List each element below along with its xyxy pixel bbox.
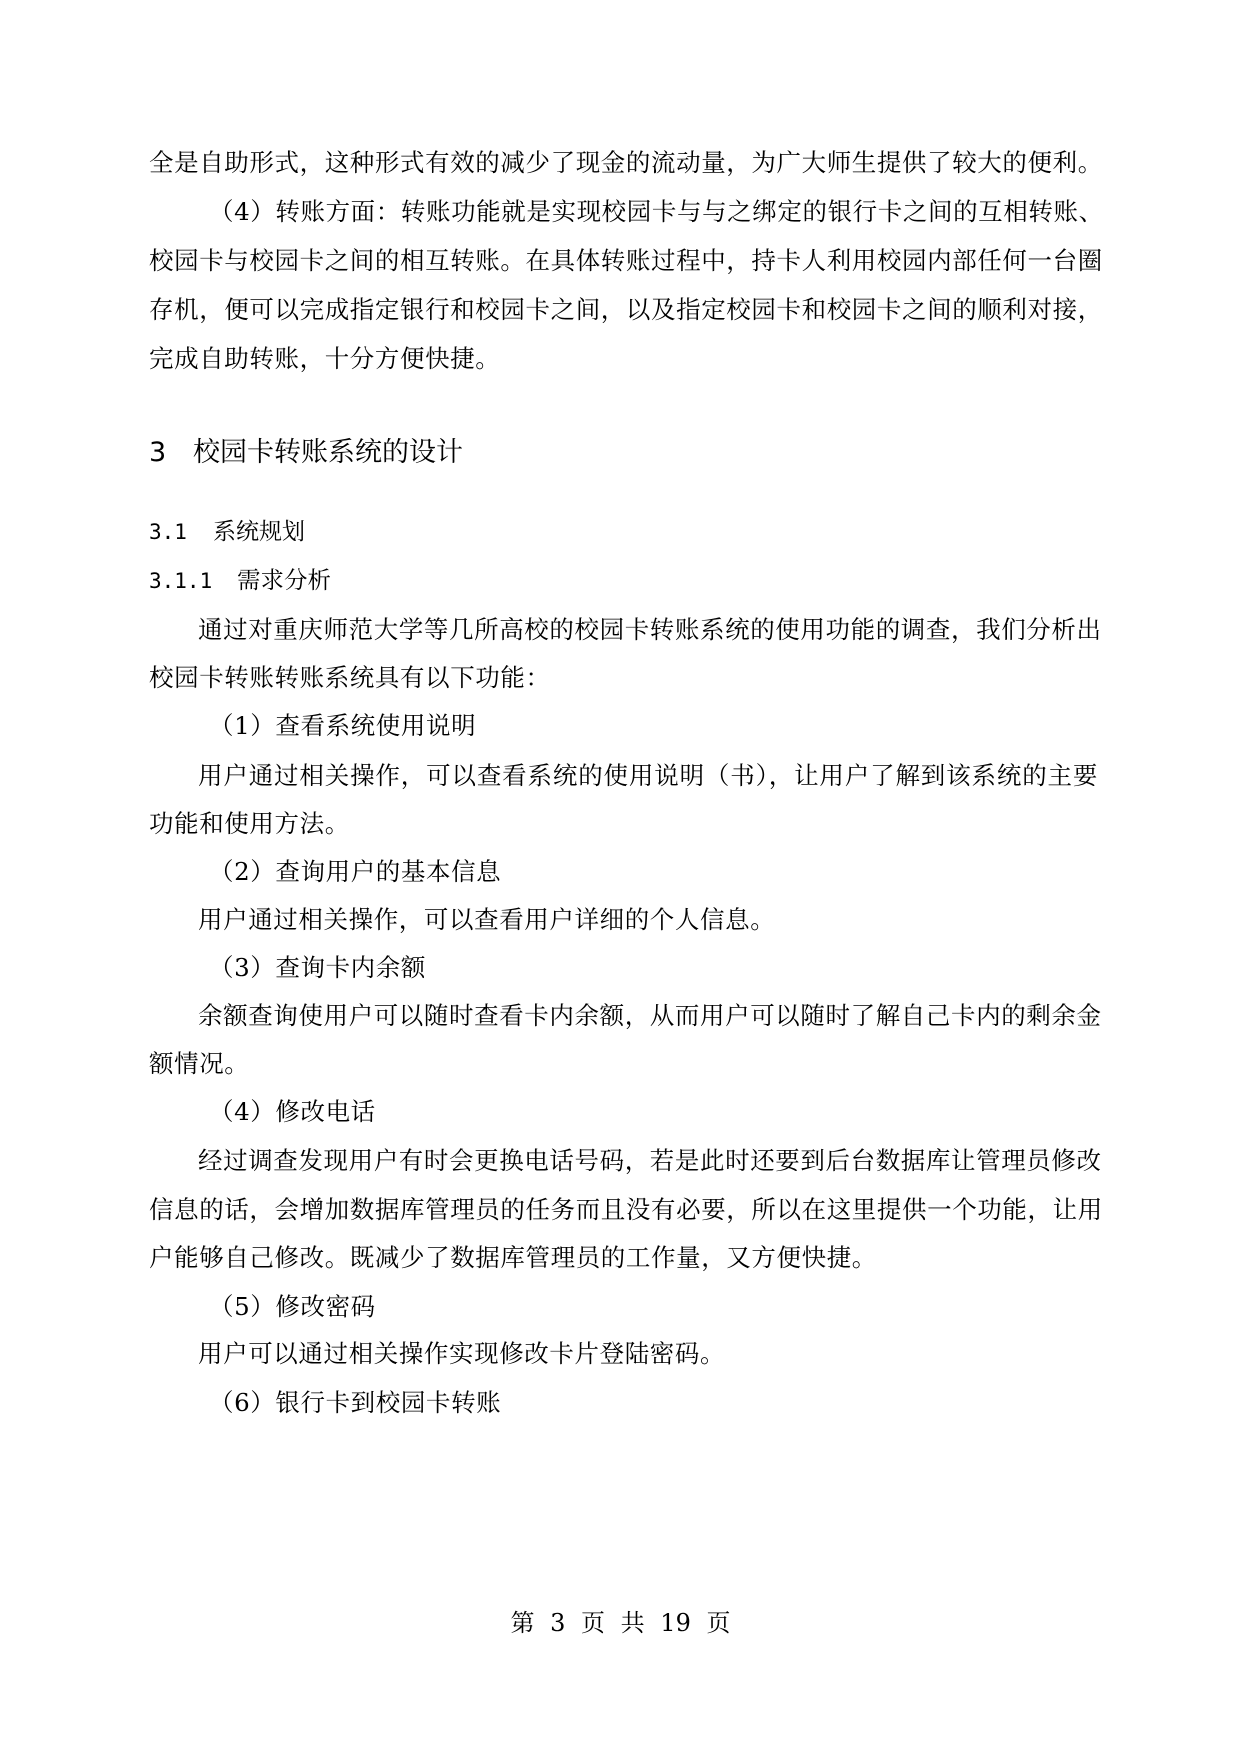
list-item-title: （4）修改电话 bbox=[209, 1097, 376, 1126]
chapter-heading bbox=[149, 436, 463, 470]
list-item-title: （2）查询用户的基本信息 bbox=[209, 857, 502, 886]
paragraph-line: 校园卡转账转账系统具有以下功能： bbox=[149, 663, 551, 692]
paragraph-line: 用户可以通过相关操作实现修改卡片登陆密码。 bbox=[198, 1339, 726, 1368]
paragraph-line: 功能和使用方法。 bbox=[149, 809, 350, 838]
list-item-title: （3）查询卡内余额 bbox=[209, 953, 426, 982]
paragraph-line: 用户通过相关操作，可以查看用户详细的个人信息。 bbox=[198, 905, 776, 934]
chapter-number: 3 bbox=[149, 437, 167, 468]
paragraph-line: 信息的话，会增加数据库管理员的任务而且没有必要，所以在这里提供一个功能，让用 bbox=[149, 1195, 1103, 1224]
paragraph-line: 户能够自己修改。既减少了数据库管理员的工作量，又方便快捷。 bbox=[149, 1243, 877, 1272]
paragraph-line: 全是自助形式，这种形式有效的减少了现金的流动量，为广大师生提供了较大的便利。 bbox=[149, 148, 1103, 177]
paragraph-line: 完成自助转账，十分方便快捷。 bbox=[149, 344, 501, 373]
section-title: 系统规划 bbox=[213, 519, 305, 545]
paragraph-line: 余额查询使用户可以随时查看卡内余额，从而用户可以随时了解自己卡内的剩余金 bbox=[198, 1001, 1102, 1030]
subsection-heading bbox=[149, 565, 331, 596]
paragraph-line: 校园卡与校园卡之间的相互转账。在具体转账过程中，持卡人利用校园内部任何一台圈 bbox=[149, 246, 1103, 275]
paragraph-line: （4）转账方面：转账功能就是实现校园卡与与之绑定的银行卡之间的互相转账、 bbox=[209, 197, 1104, 226]
section-number: 3.1 bbox=[149, 520, 187, 544]
page-footer: 第 3 页 共 19 页 bbox=[510, 1609, 731, 1637]
chapter-title: 校园卡转账系统的设计 bbox=[193, 437, 463, 468]
section-heading bbox=[149, 517, 305, 547]
paragraph-line: 通过对重庆师范大学等几所高校的校园卡转账系统的使用功能的调查，我们分析出 bbox=[198, 615, 1102, 644]
list-item-title: （6）银行卡到校园卡转账 bbox=[209, 1388, 502, 1417]
list-item-title: （1）查看系统使用说明 bbox=[209, 711, 477, 740]
paragraph-line: 存机，便可以完成指定银行和校园卡之间，以及指定校园卡和校园卡之间的顺利对接， bbox=[149, 295, 1103, 324]
paragraph-line: 用户通过相关操作，可以查看系统的使用说明（书），让用户了解到该系统的主要 bbox=[198, 761, 1098, 790]
list-item-title: （5）修改密码 bbox=[209, 1292, 376, 1321]
paragraph-line: 经过调查发现用户有时会更换电话号码，若是此时还要到后台数据库让管理员修改 bbox=[198, 1146, 1102, 1175]
subsection-number: 3.1.1 bbox=[149, 569, 213, 593]
paragraph-line: 额情况。 bbox=[149, 1049, 250, 1078]
subsection-title: 需求分析 bbox=[237, 566, 331, 594]
